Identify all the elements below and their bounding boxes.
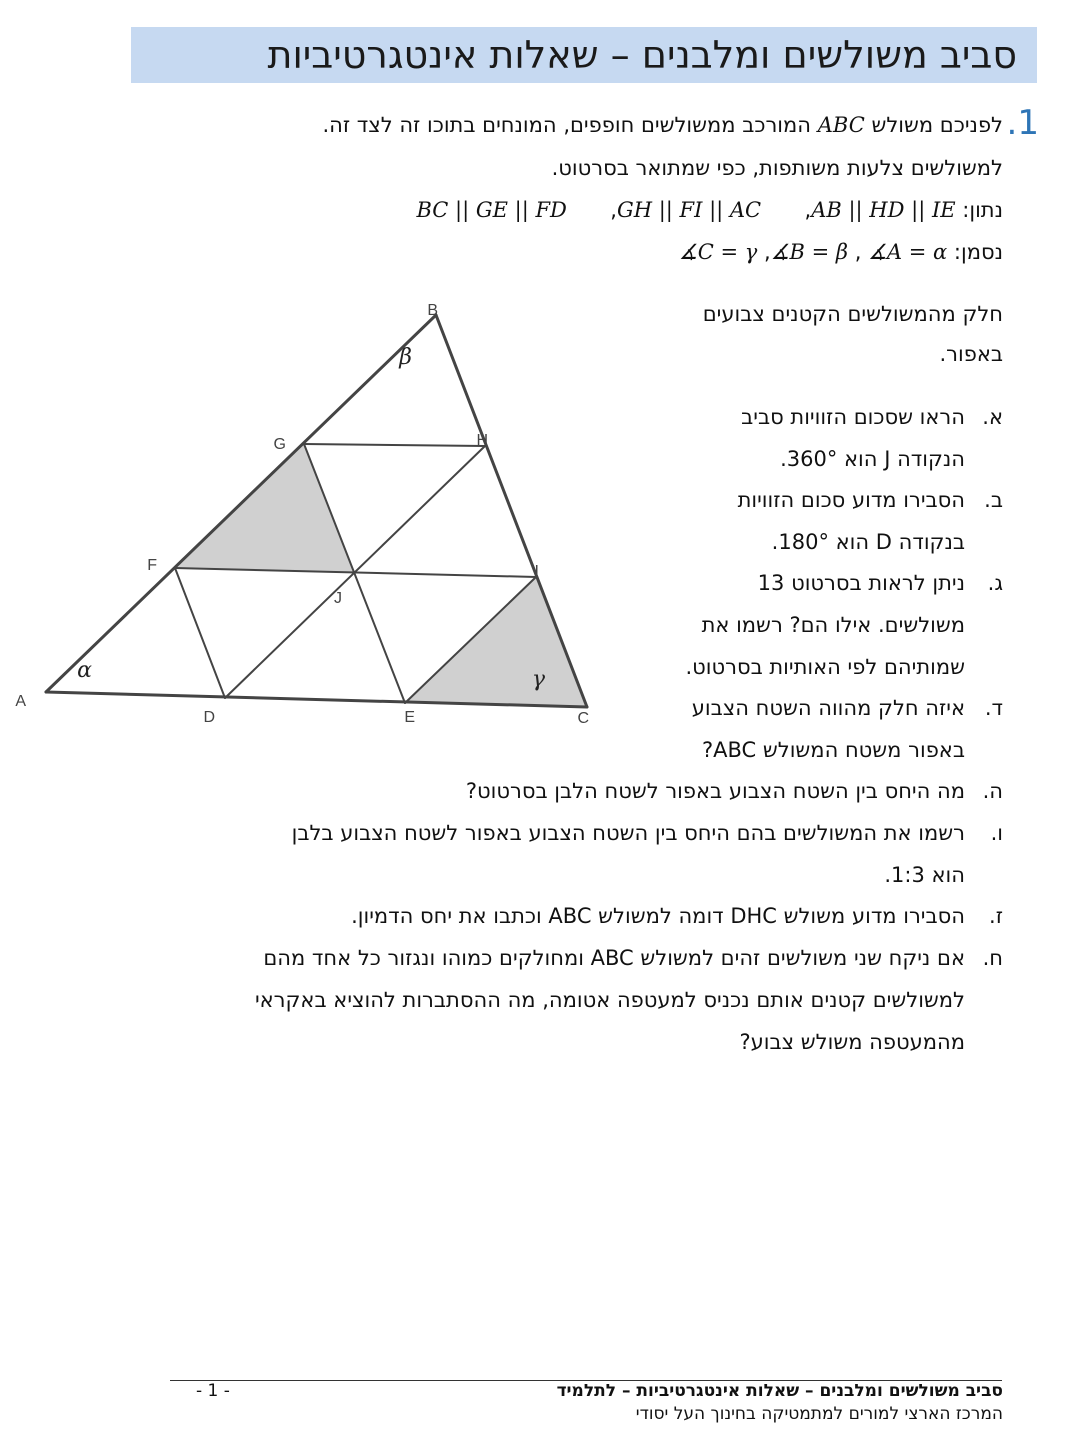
list-marker: ה. xyxy=(982,779,1003,803)
angle-label-beta: β xyxy=(399,345,412,370)
list-item-line: שמותיהם לפי האותיות בסרטוט. xyxy=(685,655,965,679)
mark-line: נסמן: ∡A = α , ∡B = β, ∡C = γ xyxy=(678,240,1003,264)
intro-line-2: למשולשים צלעות משותפות, כפי שמתואר בסרטוט. xyxy=(551,156,1003,180)
given-3: BC || GE || FD xyxy=(416,198,567,222)
given-1: AB || HD || IE xyxy=(811,198,956,222)
footer-page-number: - 1 - xyxy=(196,1381,230,1401)
list-item-line: משולשים. אילו הם? רשמו את xyxy=(701,613,965,637)
list-marker: ח. xyxy=(982,946,1003,970)
list-item-line: ניתן לראות בסרטוט 13 xyxy=(757,571,965,595)
side-note-line-2: באפור. xyxy=(939,342,1003,366)
intro-line-1-post: המורכב ממשולשים חופפים, המונחים בתוכו זה לצד זה. xyxy=(322,113,818,137)
list-item-line: הוא 1:3. xyxy=(884,863,965,887)
point-label-c: C xyxy=(577,710,589,727)
list-item-line: הראו שסכום הזוויות סביב xyxy=(741,405,965,429)
list-item-line: אם ניקח שני משולשים זהים למשולש ABC ומחולקים כמוהו ונגזור כל אחד מהם xyxy=(263,946,965,970)
angle-label-alpha: α xyxy=(77,658,92,683)
angle-label-gamma: γ xyxy=(531,667,545,692)
list-marker: ז. xyxy=(989,904,1003,928)
question-number: 1. xyxy=(1006,103,1039,143)
triangle-figure xyxy=(15,290,620,740)
intro-line-1 xyxy=(322,113,1003,137)
given-line: נתון: AB || HD || IE, GH || FI || AC, BC || GE || FD xyxy=(416,198,1003,222)
segment-fd xyxy=(175,568,225,698)
triangle-abc-label: ABC xyxy=(817,113,865,137)
mark-1: ∡A = α xyxy=(868,240,948,264)
segment-ab xyxy=(46,315,436,692)
list-item-line: בנקודה D הוא 180°. xyxy=(771,530,965,554)
list-item-line: באפור משטח המשולש ABC? xyxy=(701,738,965,762)
list-item-line: הנקודה J הוא 360°. xyxy=(780,447,965,471)
list-item-line: איזה חלק מהווה השטח הצבוע xyxy=(691,696,965,720)
list-item-line: למשולשים קטנים אותם נכניס למעטפה אטומה, מה ההסתברות להוציא באקראי xyxy=(254,988,965,1012)
shaded-triangle-eic xyxy=(405,577,587,707)
mark-label: נסמן: xyxy=(953,240,1003,264)
list-marker: ב. xyxy=(984,488,1003,512)
point-label-j: J xyxy=(334,590,342,607)
list-item-line: רשמו את המשולשים בהם היחס בין השטח הצבוע באפור לשטח הצבוע בלבן xyxy=(291,821,965,845)
segment-gh xyxy=(304,444,485,446)
list-marker: ג. xyxy=(987,571,1003,595)
list-marker: א. xyxy=(982,405,1003,429)
point-label-e: E xyxy=(404,709,415,726)
point-label-h: H xyxy=(476,432,488,449)
point-label-d: D xyxy=(203,709,215,726)
page-title: סביב משולשים ומלבנים – שאלות אינטגרטיביות xyxy=(267,33,1017,77)
point-label-b: B xyxy=(427,302,438,319)
point-label-a: A xyxy=(15,693,26,710)
point-label-g: G xyxy=(273,436,286,453)
footer-subtitle: המרכז הארצי למורים למתמטיקה בחינוך העל יסודי xyxy=(635,1404,1003,1424)
given-2: GH || FI || AC xyxy=(616,198,762,222)
point-label-i: I xyxy=(534,563,539,580)
title-bar xyxy=(131,27,1037,83)
shaded-triangles xyxy=(175,444,587,707)
mark-3: ∡C = γ xyxy=(678,240,758,264)
given-label: נתון: xyxy=(962,198,1003,222)
intro-line-1-pre: לפניכם משולש xyxy=(864,113,1003,137)
side-note-line-1: חלק מהמשולשים הקטנים צבועים xyxy=(702,302,1003,326)
list-marker: ד. xyxy=(984,696,1003,720)
shaded-triangle-fgj xyxy=(175,444,355,573)
footer-title: סביב משולשים ומלבנים – שאלות אינטגרטיביות – לתלמיד xyxy=(556,1381,1003,1401)
mark-2: ∡B = β xyxy=(770,240,849,264)
point-label-f: F xyxy=(147,557,157,574)
list-item-line: מהמעטפה משולש צבוע? xyxy=(739,1030,965,1054)
list-item-line: הסבירו מדוע משולש DHC דומה למשולש ABC וכתבו את יחס הדמיון. xyxy=(351,904,965,928)
list-item-line: מה היחס בין השטח הצבוע באפור לשטח הלבן בסרטוט? xyxy=(465,779,965,803)
list-marker: ו. xyxy=(990,821,1003,845)
list-item-line: הסבירו מדוע סכום הזוויות xyxy=(737,488,965,512)
